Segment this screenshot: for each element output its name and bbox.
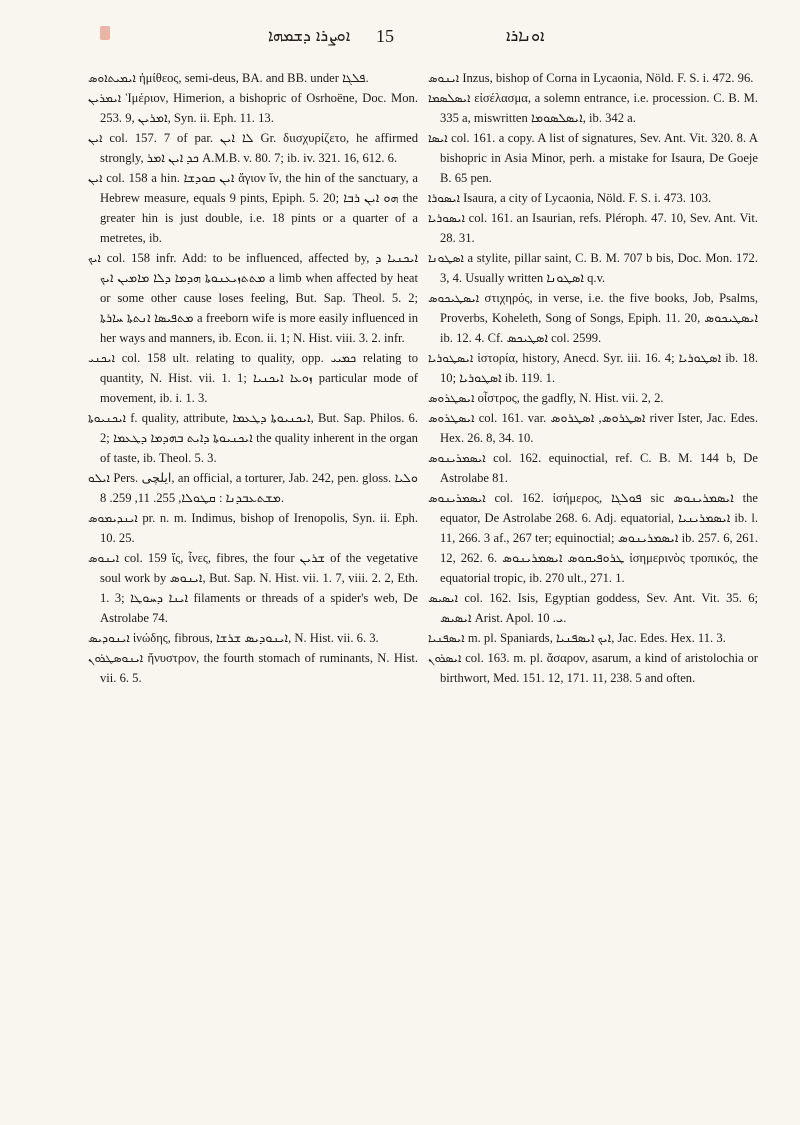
dictionary-entry	[88, 468, 418, 508]
entry-definition: col. 159 ἴς, ἶνες, fibres, the four ܫܪܝܢ of the vegetative soul work by ܐܝܢܘܣ, But. Sap. N. Hist. vii. 1. 7, viii. 2. 2, Eth. 1. 3; ܐܝܢܐ ܕܚܘܛܐ filaments or threads of a spider's web, De Astrolabe 74.	[100, 551, 418, 625]
dictionary-entry	[428, 588, 758, 628]
entry-definition: col. 163. m. pl. ἄσαρον, asarum, a kind of aristolochia or birthwort, Med. 151. 12, 171. 11, 238. 5 and often.	[440, 651, 758, 685]
dictionary-entry	[428, 348, 758, 388]
running-head-right: ܐܘܢܐܪܐ	[506, 26, 545, 45]
dictionary-entry	[88, 548, 418, 628]
entry-headword: ܐܝܟ	[88, 251, 101, 265]
dictionary-entry	[428, 388, 758, 408]
entry-headword: ܐܝܣܦܢܝܐ	[428, 631, 465, 645]
entry-headword: ܐܝܢܘܣ	[88, 551, 120, 565]
entry-headword: ܐܝܣܝܣ	[428, 591, 459, 605]
entry-definition: col. 162. Isis, Egyptian goddess, Sev. Ant. Vit. 35. 6; ܐܝܣܝܣ Arist. Apol. ܝ. 10.	[440, 591, 759, 625]
entry-definition: col. 157. 7 of par. ܠܐ ܐܝܢ Gr. διισχυρίζετο, he affirmed strongly, ܟܕ ܐܝܢ ܐܡܪ A.M.B. v. 80. 7; ib. iv. 321. 16, 612. 6.	[100, 131, 419, 165]
entry-definition: m. pl. Spaniards, ܐܝܟ ܐܝܣܦܢܝܐ, Jac. Edes. Hex. 11. 3.	[467, 631, 726, 645]
dictionary-entry	[88, 648, 418, 688]
entry-definition: col. 158 a hin. ܐܝܢ ܩܘܕܫܐ ἅγιον ἵν, the hin of the sanctuary, a Hebrew measure, equals 9 pints, Epiph. 5. 20; ܗܘ ܐܝܢ ܪܒܐ the greater hin is just double, i.e. 18 pints or a quarter of a metretes, ib.	[100, 171, 418, 245]
entry-definition: ἤνυστρον, the fourth stomach of ruminants, N. Hist. vii. 6. 5.	[100, 651, 418, 685]
dictionary-entry	[88, 508, 418, 548]
entry-definition: εἰσέλασμα, a solemn entrance, i.e. procession. C. B. M. 335 a, miswritten ܐܝܣܠܣܘܡܐ, ib. 342 a.	[440, 91, 758, 125]
entry-headword: ܐܝܣܠܣܡܐ	[428, 91, 471, 105]
dictionary-entry	[88, 348, 418, 408]
dictionary-entry	[88, 408, 418, 468]
entry-headword: ܐܝܣܛܪܘܣ	[428, 411, 475, 425]
entry-definition: Ἱμέριον, Himerion, a bishopric of Osrhoëne, Doc. Mon. 253. 9, ܐܡܪܝܢ, Syn. ii. Eph. 11. 13.	[100, 91, 419, 125]
entry-headword: ܐܝܢܕܝܡܘܣ	[88, 511, 138, 525]
entry-definition: col. 162. ἰσήμερος, ܦܘܠܓܐ sic ܐܝܣܡܪܝܢܘܣ the equator, De Astrolabe 268. 6. Adj. equatorial, ܐܝܣܡܪܝܢܝܐ ib. l. 11, 266. 3 af., 267 ter; equinoctial; ܐܝܣܡܪܝܢܘܣ ib. 257. 6, 261. 12, 262. 6. ܛܪܘܦܝܩܘܣ ܐܝܣܡܪܝܢܘܣ ἰσημερινὸς τροπικός, the equatorial tropic, ib. 270 ult., 271. 1.	[440, 491, 759, 585]
entry-headword: ܐܝܢ	[88, 171, 103, 185]
dictionary-entry	[88, 128, 418, 168]
entry-headword: ܐܝܣܛܪܘܣ	[428, 391, 475, 405]
entry-headword: ܐܝܡܪܝܢ	[88, 91, 122, 105]
entry-headword: ܐܝܣܘܪܐ	[428, 191, 460, 205]
dictionary-entry	[88, 248, 418, 348]
entry-headword: ܐܝܢܘܕܝܣ	[88, 631, 130, 645]
entry-headword: ܐܝܠܘ	[88, 471, 110, 485]
entry-headword: ܐܝܣܛܝܟܘܣ	[428, 291, 480, 305]
entry-headword: ܐܝܢܘܣܛܪܘܢ	[88, 651, 144, 665]
dictionary-entry	[428, 648, 758, 688]
entry-headword: ܐܝܣܡܪܝܢܘܣ	[428, 491, 486, 505]
entry-definition: col. 161. var. ܐܣܛܪܘܣ, ܐܣܛܪܘܣ river Ister, Jac. Edes. Hex. 26. 8, 34. 10.	[440, 411, 758, 445]
dictionary-entry	[88, 68, 418, 88]
left-column	[88, 68, 418, 688]
entry-headword: ܐܝܢ	[88, 131, 103, 145]
entry-definition: Inzus, bishop of Corna in Lycaonia, Nöld. F. S. i. 472. 96.	[462, 71, 754, 85]
entry-headword: ܐܝܣܪܘܢ	[428, 651, 462, 665]
dictionary-entry	[428, 208, 758, 248]
dictionary-entry	[428, 248, 758, 288]
entry-definition: ἰνώδης, fibrous, ܐܝܢܘܕܝܣ ܫܪܫܐ, N. Hist. vii. 6. 3.	[132, 631, 379, 645]
library-stamp	[100, 26, 110, 40]
dictionary-entry	[428, 448, 758, 488]
entry-headword: ܐܝܡܝܬܐܘܣ	[88, 71, 136, 85]
dictionary-entry	[428, 128, 758, 188]
entry-headword: ܐܝܣܘܪܝܐ	[428, 211, 465, 225]
entry-definition: f. quality, attribute, ܐܝܟܢܝܘܬܐ ܕܛܥܡܐ, But. Sap. Philos. 6. 2; ܐܝܟܢܝܘܬܐ ܕܐܝܬ ܒܗܕܡܐ ܕܛܥܡܐ the quality inherent in the organ of taste, ib. Theol. 5. 3.	[100, 411, 418, 465]
entry-headword: ܐܣܛܘܢܐ	[428, 251, 464, 265]
entry-definition: col. 161. an Isaurian, refs. Pléroph. 47. 10, Sev. Ant. Vit. 28. 31.	[440, 211, 758, 245]
dictionary-entry	[428, 628, 758, 648]
page-header	[0, 18, 800, 58]
entry-definition: ἡμίθεος, semi-deus, BA. and BB. under ܦܠܓܐ.	[139, 71, 369, 85]
entry-definition: οἶστρος, the gadfly, N. Hist. vii. 2, 2.	[477, 391, 664, 405]
entry-definition: col. 161. a copy. A list of signatures, Sev. Ant. Vit. 320. 8. A bishopric in Asia Minor, perh. a mistake for Isaura, De Goeje B. 65 pen.	[440, 131, 758, 185]
entry-headword: ܐܝܟܢܝ	[88, 351, 115, 365]
entry-headword: ܐܝܣܛܘܪܝܐ	[428, 351, 474, 365]
right-column	[428, 68, 758, 688]
dictionary-entry	[428, 88, 758, 128]
entry-definition: ἱστορία, history, Anecd. Syr. iii. 16. 4; ܐܣܛܘܪܝܐ ib. 18. 10; ܐܣܛܘܪܝܐ ib. 119. 1.	[440, 351, 759, 385]
entry-headword: ܐܝܣܐ	[428, 131, 448, 145]
dictionary-entry	[428, 408, 758, 448]
dictionary-entry	[88, 88, 418, 128]
entry-definition: col. 158 infr. Add: to be influenced, affected by, ܐܝܟܢܝܐ ܕ ܡܬܬܙܝܥܢܘܬܐ ܗܕܡܐ ܕܠܐ ܡܐܡܝܢ ܐܝܟ a limb when affected by heat or some other cause loses feeling, But. Sap. Theol. 5. 2; ܡܬܦܝܣܐ ܐܢܬܬܐ ܚܐܪܬܐ a freeborn wife is more easily influenced in her ways and manners, ib. Econ. ii. 1; N. Hist. viii. 3. 2. infr.	[100, 251, 419, 345]
entry-definition: col. 162. equinoctial, ref. C. B. M. 144 b, De Astrolabe 81.	[440, 451, 758, 485]
entry-definition: Isaura, a city of Lycaonia, Nöld. F. S. i. 473. 103.	[463, 191, 712, 205]
dictionary-entry	[428, 288, 758, 348]
entry-definition: a stylite, pillar saint, C. B. M. 707 b bis, Doc. Mon. 172. 3, 4. Usually written ܐܣܛܘܢܐ q.v.	[440, 251, 758, 285]
dictionary-entry	[88, 628, 418, 648]
entry-definition: pr. n. m. Indimus, bishop of Irenopolis, Syn. ii. Eph. 10. 25.	[100, 511, 418, 545]
entry-definition: στιχηρός, in verse, i.e. the five books, Job, Psalms, Proverbs, Koheleth, Song of Songs, Epiph. 11. 20, ܐܝܣܛܝܟܘܣ ib. 12. 4. Cf. ܐܣܛܝܟܣ col. 2599.	[440, 291, 758, 345]
dictionary-entry	[428, 488, 758, 588]
entry-definition: Pers. ايلچى, an official, a torturer, Jab. 242, pen. gloss. ܘܠܝܐ ܡܫܬܥܒܕܢܐ : ܩܛܘܠܐ, 255. 11, 259. 8.	[100, 471, 418, 505]
entry-headword: ܐܝܣܡܪܝܢܘܣ	[428, 451, 486, 465]
running-head-left: ܐܘܨܪܐ ܕܫܡܗܐ	[268, 26, 351, 45]
dictionary-entry	[428, 188, 758, 208]
dictionary-entry	[428, 68, 758, 88]
page-number: 15	[376, 26, 394, 46]
dictionary-entry	[88, 168, 418, 248]
entry-definition: col. 158 ult. relating to quality, opp. ܟܡܝܝ relating to quantity, N. Hist. vii. 1. 1; ܙܘܥܐ ܐܝܟܢܝܐ particular mode of movement, ib. i. 1. 3.	[100, 351, 419, 405]
entry-headword: ܐܝܟܢܝܘܬܐ	[88, 411, 127, 425]
entry-headword: ܐܝܢܘܣ	[428, 71, 460, 85]
